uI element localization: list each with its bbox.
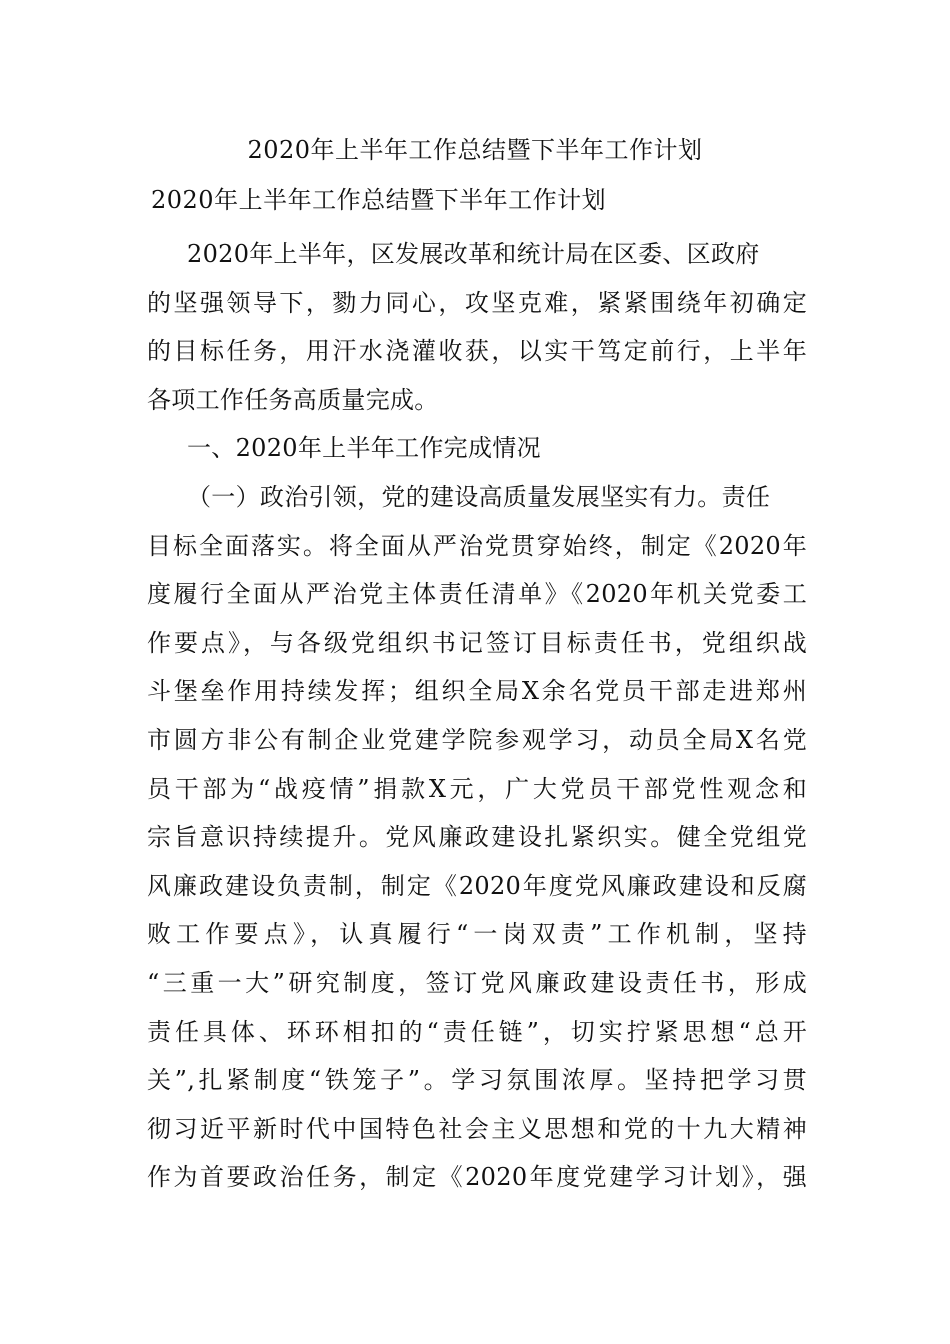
paragraph-line: 败工作要点》，认真履行“一岗双责”工作机制，坚持 [147, 920, 807, 949]
section-heading: 一、2020年上半年工作完成情况 [187, 434, 541, 463]
paragraph-line: 作要点》，与各级党组织书记签订目标责任书，党组织战 [147, 628, 807, 657]
paragraph-line: 员干部为“战疫情”捐款X元，广大党员干部党性观念和 [147, 774, 807, 803]
paragraph-line: 的坚强领导下，勠力同心，攻坚克难，紧紧围绕年初确定 [147, 288, 807, 317]
paragraph-line: 责任具体、环环相扣的“责任链”，切实拧紧思想“总开 [147, 1017, 807, 1046]
paragraph-line: 风廉政建设负责制，制定《2020年度党风廉政建设和反腐 [147, 871, 807, 900]
document-title: 2020年上半年工作总结暨下半年工作计划 [247, 136, 703, 164]
paragraph-line: 彻习近平新时代中国特色社会主义思想和党的十九大精神 [147, 1114, 807, 1143]
paragraph-line: 斗堡垒作用持续发挥；组织全局X余名党员干部走进郑州 [147, 677, 807, 706]
paragraph-line: （一）政治引领，党的建设高质量发展坚实有力。责任 [187, 482, 771, 511]
paragraph-line: 2020年上半年，区发展改革和统计局在区委、区政府 [187, 240, 760, 268]
paragraph-line: 宗旨意识持续提升。党风廉政建设扎紧织实。健全党组党 [147, 823, 807, 852]
paragraph-line: 度履行全面从严治党主体责任清单》《2020年机关党委工 [147, 580, 807, 609]
paragraph-line: 的目标任务，用汗水浇灌收获，以实干笃定前行，上半年 [147, 337, 807, 366]
paragraph-line: “三重一大”研究制度，签订党风廉政建设责任书，形成 [147, 968, 807, 997]
paragraph-line: 目标全面落实。将全面从严治党贯穿始终，制定《2020年 [147, 531, 807, 560]
document-subtitle: 2020年上半年工作总结暨下半年工作计划 [151, 186, 607, 214]
paragraph-line: 各项工作任务高质量完成。 [147, 385, 439, 414]
paragraph-line: 市圆方非公有制企业党建学院参观学习，动员全局X名党 [147, 725, 807, 754]
paragraph-line: 作为首要政治任务，制定《2020年度党建学习计划》，强 [147, 1163, 807, 1192]
document-body [147, 230, 807, 1202]
paragraph-line: 关”,扎紧制度“铁笼子”。学习氛围浓厚。坚持把学习贯 [147, 1066, 807, 1095]
